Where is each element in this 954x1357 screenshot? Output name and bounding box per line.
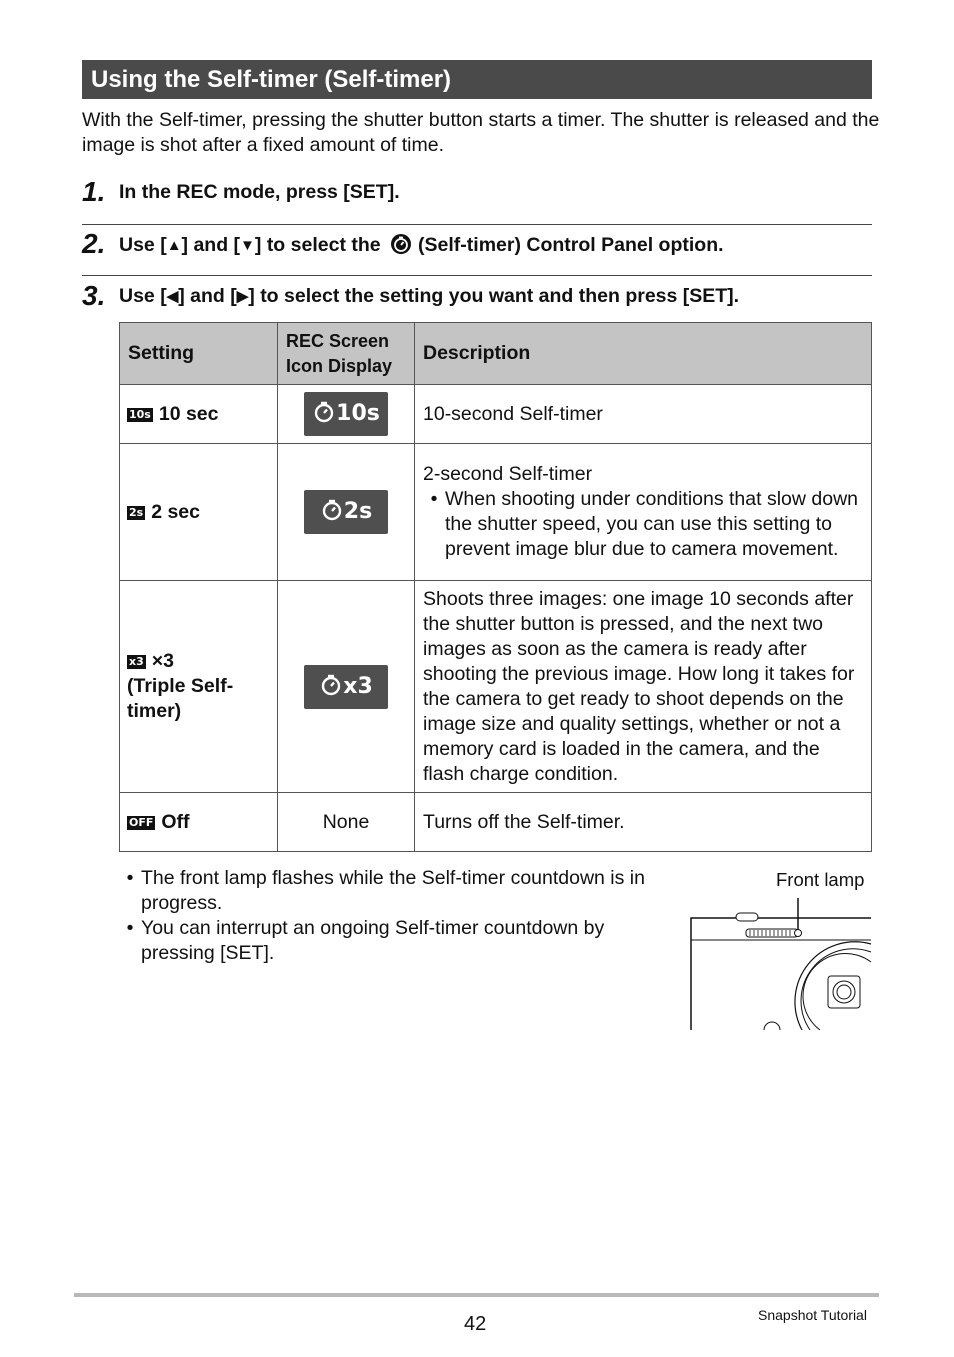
header-setting: Setting — [120, 323, 278, 385]
table-row — [120, 581, 872, 793]
self-timer-icon — [312, 400, 336, 424]
figure-label: Front lamp — [776, 869, 865, 890]
setting-cell: OFF Off — [120, 793, 278, 852]
right-arrow-icon: ▶ — [236, 288, 249, 305]
setting-cell: x3 ×3 (Triple Self- timer) — [120, 581, 278, 793]
x3-badge-icon: x3 — [129, 655, 144, 668]
setting-cell: 10s 10 sec — [120, 385, 278, 444]
section-name: Snapshot Tutorial — [758, 1307, 867, 1323]
10s-badge-icon: 10s — [129, 407, 151, 421]
setting-cell: 2s 2 sec — [120, 444, 278, 581]
camera-front-illustration — [688, 896, 874, 1030]
settings-table — [119, 322, 872, 852]
bullet-icon: • — [126, 867, 134, 889]
notes-list — [119, 866, 679, 966]
rec-icon-cell — [278, 581, 415, 793]
self-timer-icon — [320, 498, 344, 522]
table-row — [120, 793, 872, 852]
up-arrow-icon: ▲ — [166, 237, 182, 254]
self-timer-icon — [319, 673, 343, 697]
header-rec-icon: REC Screen Icon Display — [278, 323, 415, 385]
table-row — [120, 385, 872, 444]
step-text: Use [◀] and [▶] to select the setting you want and then press [SET]. — [119, 285, 740, 307]
description-cell: 10-second Self-timer — [415, 385, 872, 444]
step-text: Use [▲] and [▼] to select the (Self-timer) Control Panel option. — [119, 234, 724, 256]
step-number: 2. — [82, 228, 106, 259]
section-title: Using the Self-timer (Self-timer) — [82, 60, 872, 99]
header-description: Description — [415, 323, 872, 385]
step-number: 1. — [82, 176, 106, 207]
description-cell: Turns off the Self-timer. — [415, 793, 872, 852]
intro-paragraph: With the Self-timer, pressing the shutter button starts a timer. The shutter is released and the image is shot after a fixed amount of time. — [82, 109, 880, 156]
rec-icon-cell: None — [278, 793, 415, 852]
description-cell: Shoots three images: one image 10 seconds after the shutter button is pressed, and the next two images as soon as the camera is ready after shooting the previous image. How long it takes for the camera to get ready to shoot depends on the image size and quality settings, whether or not a memory card is loaded in the camera, and the flash charge condition. — [415, 581, 872, 793]
rec-screen-icon: x3 — [304, 665, 388, 709]
bullet-icon: • — [430, 488, 438, 510]
step-text: In the REC mode, press [SET]. — [119, 181, 400, 203]
down-arrow-icon: ▼ — [240, 237, 255, 254]
divider — [82, 224, 872, 225]
table-row — [120, 444, 872, 581]
off-badge-icon: OFF — [129, 815, 154, 829]
page-number: 42 — [464, 1313, 487, 1335]
list-item: • The front lamp flashes while the Self-timer countdown is in progress. — [119, 866, 679, 916]
bullet-icon: • — [126, 917, 134, 939]
rec-screen-icon: 2s — [304, 490, 388, 534]
2s-badge-icon: 2s — [129, 505, 144, 519]
rec-icon-cell — [278, 444, 415, 581]
footer-divider — [74, 1293, 879, 1297]
left-arrow-icon: ◀ — [166, 288, 179, 305]
rec-icon-cell — [278, 385, 415, 444]
list-item: • You can interrupt an ongoing Self-timer countdown by pressing [SET]. — [119, 916, 679, 966]
rec-screen-icon: 10s — [304, 392, 388, 436]
divider — [82, 275, 872, 276]
step-number: 3. — [82, 280, 106, 311]
description-cell: 2-second Self-timer • When shooting under conditions that slow down the shutter speed, you can use this setting to prevent image blur due to camera movement. — [415, 444, 872, 581]
table-header-row — [120, 323, 872, 385]
list-item: • When shooting under conditions that slow down the shutter speed, you can use this setting to prevent image blur due to camera movement. — [423, 487, 863, 562]
self-timer-icon — [390, 233, 412, 255]
